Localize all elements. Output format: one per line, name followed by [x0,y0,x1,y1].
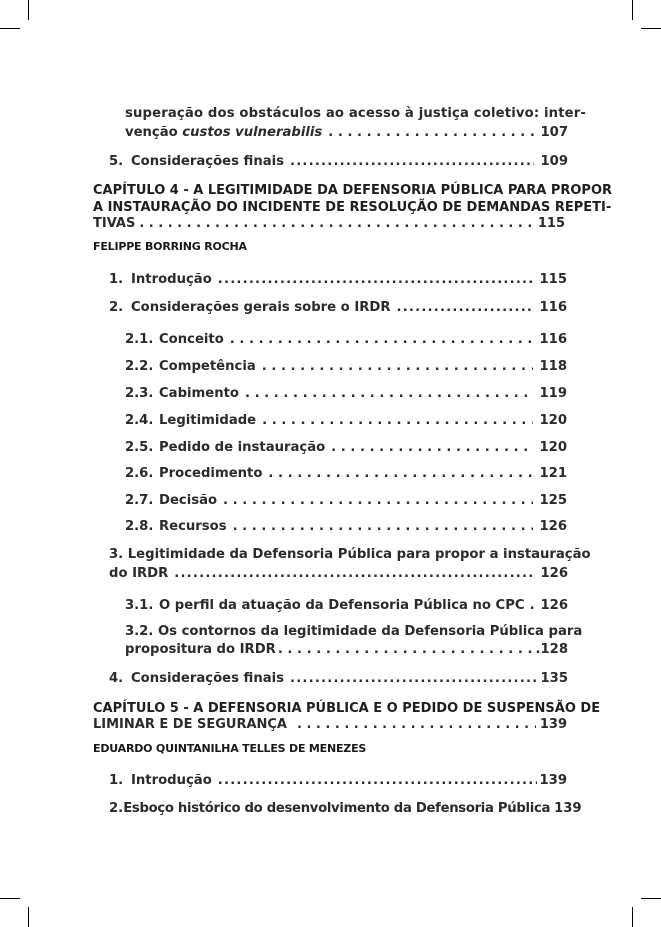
entry-number: 2.1. [125,332,154,347]
leader-dots [262,358,534,376]
leader-dots [245,385,533,403]
entry-number: 4. [109,671,124,686]
page-number: 116 [539,300,567,315]
toc-subentry [125,439,567,457]
leader-dots [223,492,533,510]
crop-mark [641,28,661,29]
entry-number: 5. [109,154,124,169]
page-number: 116 [539,332,567,347]
leader-dots [397,299,534,317]
entry-number: 2.7. [125,493,154,508]
page-number: 126 [540,566,568,581]
toc-entry-label: venção custos vulnerabilis [125,125,323,140]
toc-entry [109,271,567,289]
page-number: 135 [540,671,568,686]
crop-mark [641,898,661,899]
toc-subentry [125,412,567,430]
page-number: 139 [539,773,567,788]
entry-label: Pedido de instauração [159,440,326,455]
page-number: 120 [539,413,567,428]
entry-label: O perfil da atuação da Defensoria Pública no CPC [159,598,525,613]
page-number: 126 [540,598,568,613]
chapter-title: A INSTAURAÇÃO DO INCIDENTE DE RESOLUÇÃO DE DEMANDAS REPETI- [93,200,612,215]
toc-entry [109,670,568,688]
entry-number: 2.2. [125,359,154,374]
page-number: 109 [540,154,568,169]
entry-label: Considerações finais [131,154,284,169]
toc-subentry [125,492,567,510]
page-number: 139 [554,801,582,816]
chapter-author: EDUARDO QUINTANILHA TELLES DE MENEZES [93,742,367,755]
page-number: 107 [540,125,568,140]
leader-dots [530,597,536,615]
entry-label: Introdução [131,272,212,287]
leader-dots [218,772,538,790]
page-number: 125 [539,493,567,508]
entry-label: Cabimento [159,386,239,401]
entry-label: Considerações gerais sobre o IRDR [131,300,391,315]
toc-entry-continuation: superação dos obstáculos ao acesso à justiça coletivo: inter- [125,106,587,121]
page-number: 120 [539,440,567,455]
entry-label: Esboço histórico do desenvolvimento da Defensoria Pública [123,801,551,816]
entry-label: propositura do IRDR [125,642,276,657]
entry-number: 1. [109,773,124,788]
entry-label: Considerações finais [131,671,284,686]
chapter-title: CAPÍTULO 5 - A DEFENSORIA PÚBLICA E O PEDIDO DE SUSPENSÃO DE [93,701,601,716]
page-number: 121 [539,466,567,481]
toc-entry [109,772,567,790]
page-number: .128 [535,642,568,657]
entry-number: 2.4. [125,413,154,428]
toc-entry-continuation-line [109,565,568,583]
page-number: 115 [537,216,565,231]
leader-dots [233,518,534,536]
leader-dots [297,716,536,734]
leader-dots [230,331,534,349]
entry-label: Introdução [131,773,212,788]
entry-number: 3.1. [125,598,154,613]
leader-dots [139,215,534,233]
page-number: 139 [539,717,567,732]
crop-mark [632,907,633,927]
chapter-title-end: TIVAS . . . 115 [93,215,565,233]
leader-dots [262,412,533,430]
chapter-title: CAPÍTULO 4 - A LEGITIMIDADE DA DEFENSORIA PÚBLICA PARA PROPOR [93,183,613,198]
entry-label: Competência [159,359,256,374]
toc-subentry: 3.2. Os contornos da legitimidade da Defensoria Pública para [125,624,583,639]
crop-mark [28,907,29,927]
leader-dots [331,439,533,457]
toc-subentry [125,358,567,376]
entry-number: 2. [109,300,124,315]
toc-subentry [125,518,567,536]
crop-mark [28,0,29,20]
entry-label: Procedimento [159,466,263,481]
entry-number: 1. [109,272,124,287]
toc-entry: 3. Legitimidade da Defensoria Pública para propor a instauração [109,547,591,562]
crop-mark [0,28,20,29]
leader-dots [290,153,534,171]
toc-subentry [125,465,567,483]
page-number: 126 [539,519,567,534]
toc-entry [109,153,568,171]
leader-dots [290,670,538,688]
crop-mark [632,0,633,20]
leader-dots [278,641,534,659]
entry-label: Recursos [159,519,227,534]
toc-subentry [125,331,567,349]
toc-entry [109,299,567,317]
page-number: 115 [539,272,567,287]
chapter-author: FELIPPE BORRING ROCHA [93,240,247,253]
chapter-title-end: LIMINAR E DE SEGURANÇA . . . 139 [93,716,567,734]
entry-label: Conceito [159,332,224,347]
crop-mark [0,898,20,899]
entry-label: Legitimidade [159,413,257,428]
entry-label: do IRDR [109,566,169,581]
leader-dots [174,565,534,583]
toc-entry-continuation-line [125,124,568,142]
toc-subentry [125,597,568,615]
entry-number: 2.5. [125,440,154,455]
toc-subentry [125,385,567,403]
page-number: 119 [539,386,567,401]
entry-number: 2.3. [125,386,154,401]
entry-number: 2.8. [125,519,154,534]
toc-subentry-continuation-line [125,641,568,659]
entry-number: 2. [109,801,124,816]
leader-dots [328,124,534,142]
leader-dots [218,271,534,289]
entry-number: 2.6. [125,466,154,481]
page-number: 118 [539,359,567,374]
entry-label: Decisão [159,493,218,508]
leader-dots [268,465,533,483]
toc-entry [109,800,582,818]
